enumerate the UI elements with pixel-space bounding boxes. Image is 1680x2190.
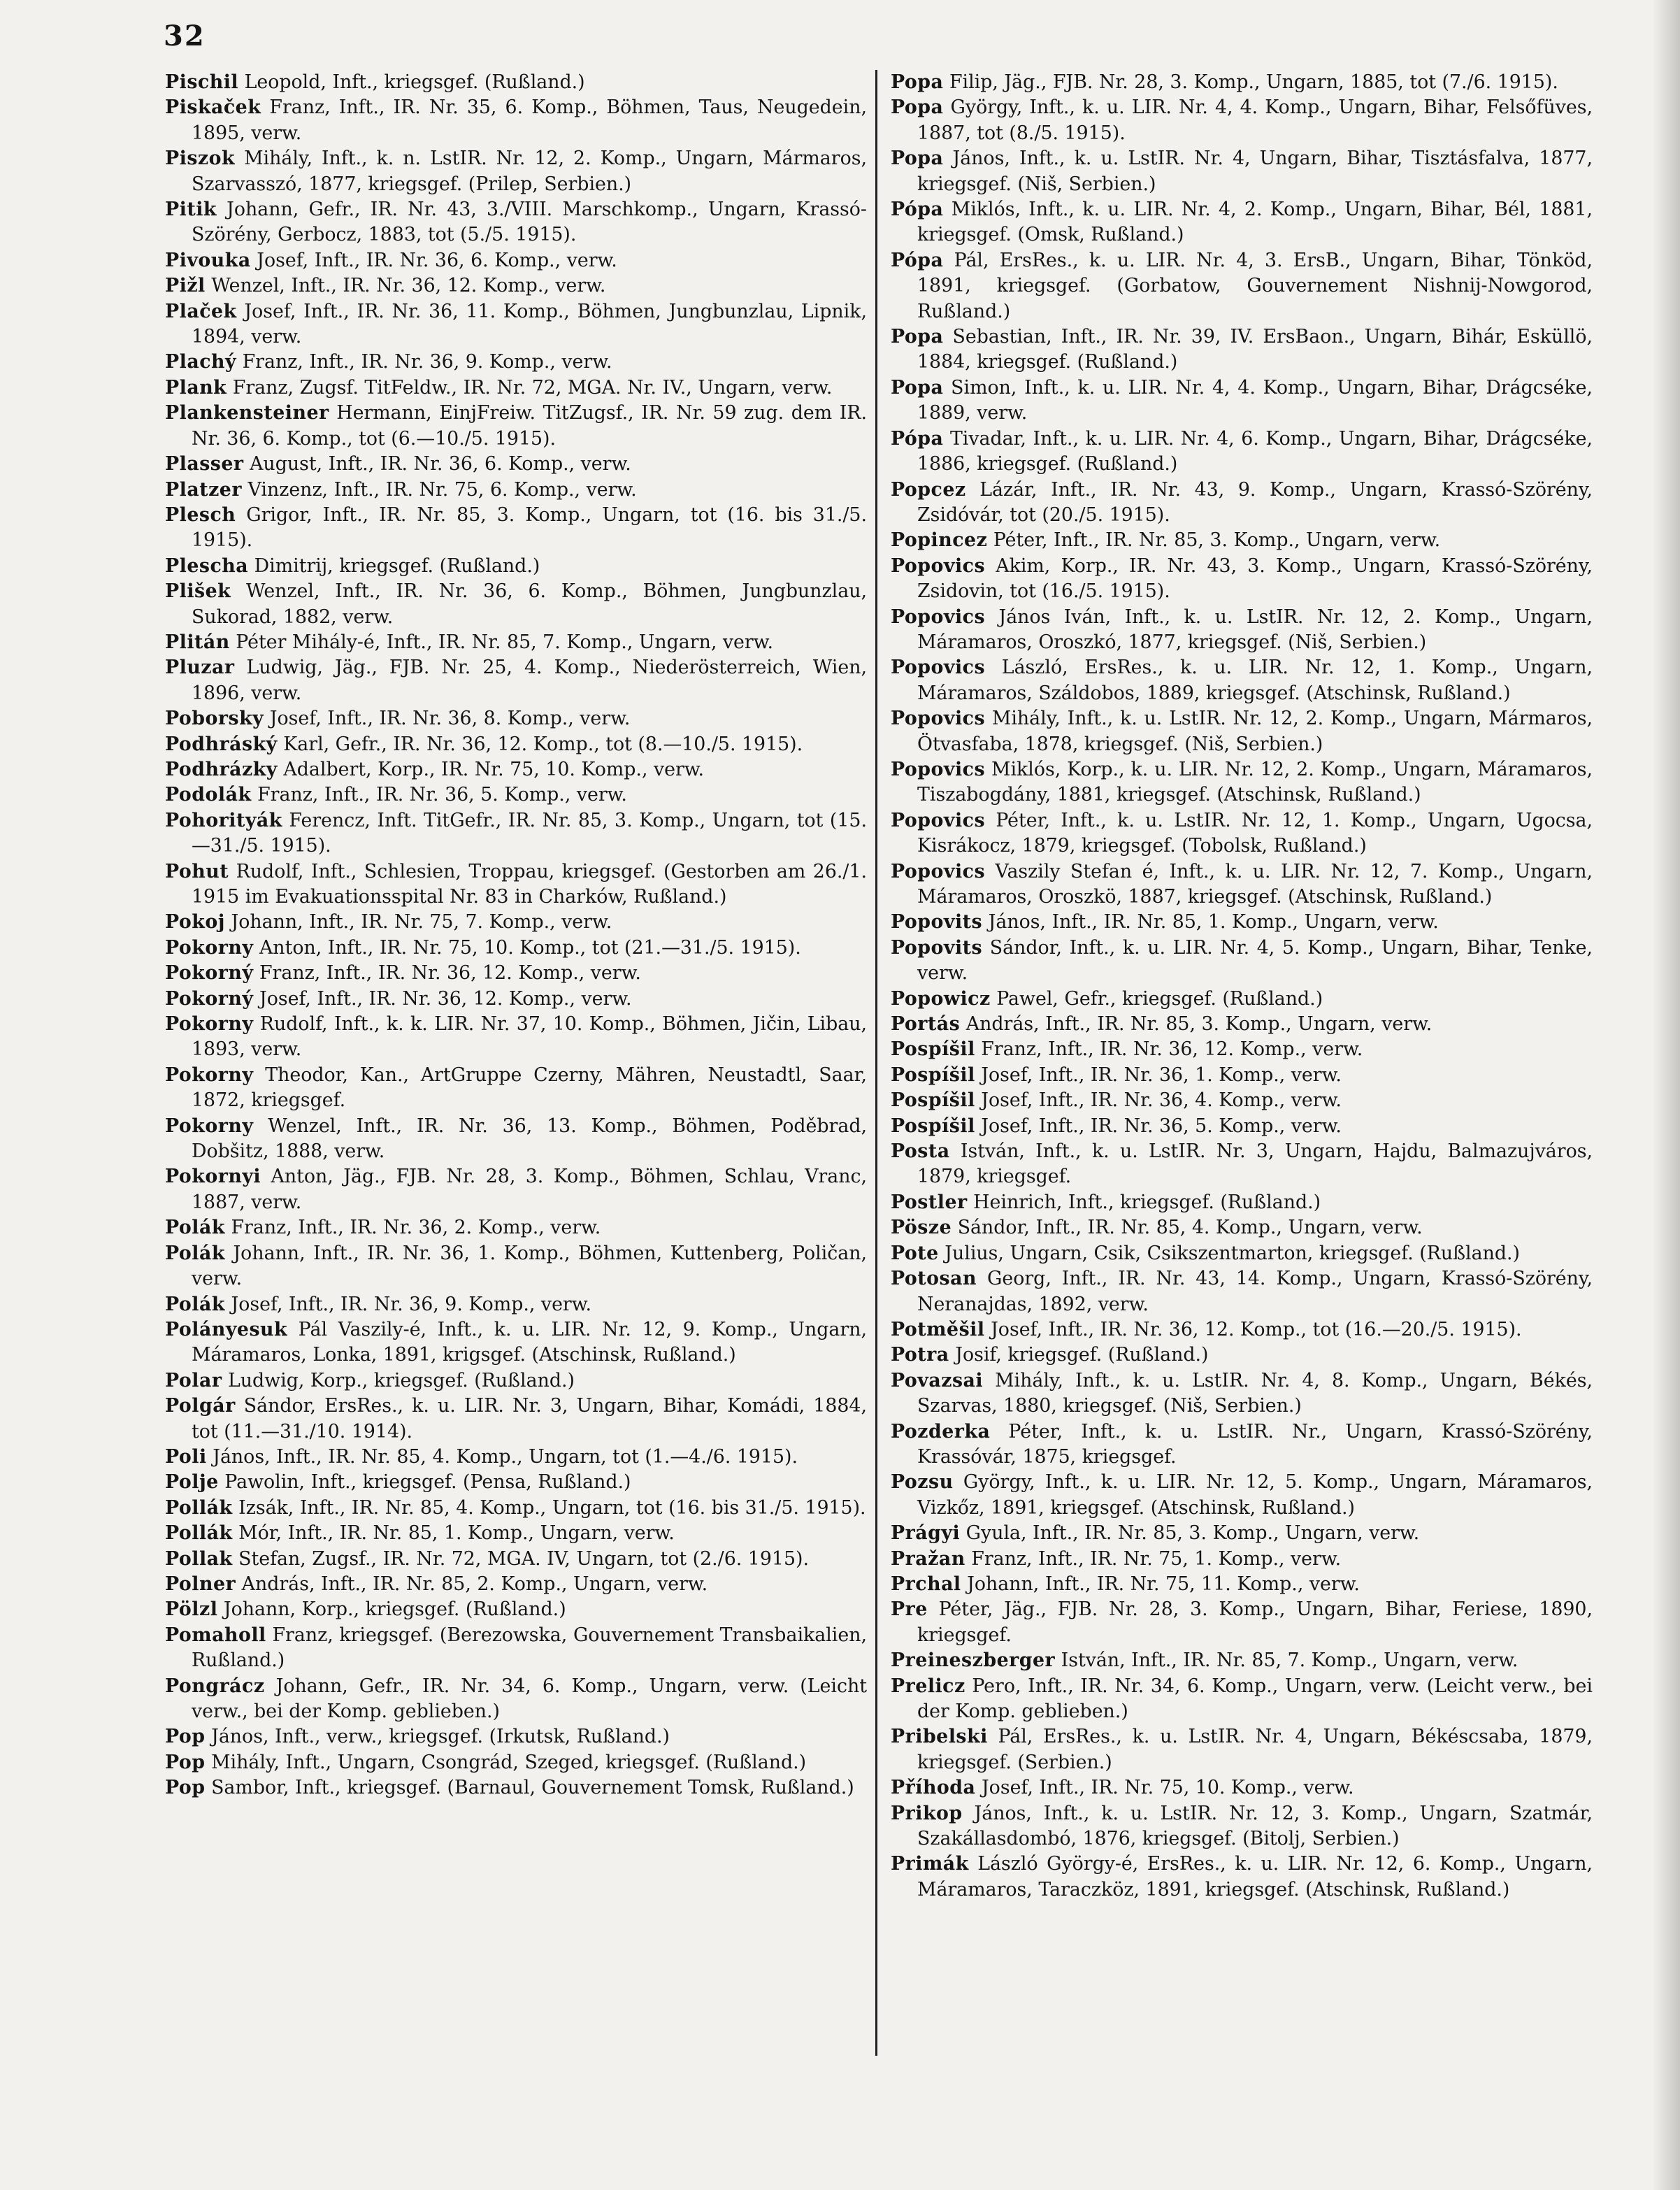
entry-surname: Preineszberger — [891, 1649, 1056, 1672]
register-entry — [891, 324, 1593, 375]
register-entry — [891, 1343, 1593, 1368]
entry-surname: Polner — [165, 1573, 236, 1595]
entry-surname: Polák — [165, 1217, 225, 1239]
register-entry — [891, 1419, 1593, 1470]
entry-details: Josef, Inft., IR. Nr. 36, 9. Komp., verw. — [231, 1293, 592, 1315]
entry-surname: Podhráský — [165, 733, 278, 755]
entry-details: András, Inft., IR. Nr. 85, 2. Komp., Ungarn, verw. — [241, 1573, 708, 1595]
entry-details: Franz, Inft., IR. Nr. 36, 5. Komp., verw. — [257, 784, 627, 806]
entry-surname: Posta — [891, 1140, 950, 1163]
register-entry — [891, 427, 1593, 478]
entry-details: Julius, Ungarn, Csik, Csikszentmarton, kriegsgef. (Rußland.) — [945, 1242, 1520, 1264]
entry-details: György, Inft., k. u. LIR. Nr. 4, 4. Komp., Ungarn, Bihar, Felsőfüves, 1887, tot (8./5. 1915). — [917, 96, 1593, 144]
entry-details: Johann, Inft., IR. Nr. 75, 7. Komp., verw. — [231, 911, 612, 933]
register-entry — [891, 1139, 1593, 1190]
register-entry — [891, 1037, 1593, 1062]
entry-surname: Pokorny — [165, 1115, 254, 1137]
entry-details: Miklós, Korp., k. u. LIR. Nr. 12, 2. Komp., Ungarn, Máramaros, Tiszabogdány, 1881, kriegsgef. (Atschinsk, Rußland.) — [917, 758, 1593, 806]
entry-surname: Pop — [165, 1751, 206, 1773]
entry-surname: Plesch — [165, 503, 236, 526]
entry-surname: Pokorny — [165, 936, 254, 959]
entry-details: János, Inft., IR. Nr. 85, 4. Komp., Ungarn, tot (1.—4./6. 1915). — [213, 1445, 798, 1468]
entry-details: Adalbert, Korp., IR. Nr. 75, 10. Komp., verw. — [283, 758, 705, 780]
entry-details: Pawolin, Inft., kriegsgef. (Pensa, Rußland.) — [224, 1471, 631, 1494]
entry-details: Sebastian, Inft., IR. Nr. 39, IV. ErsBaon., Ungarn, Bihár, Esküllö, 1884, kriegsgef. (Rußland.) — [917, 326, 1593, 373]
register-entry — [891, 655, 1593, 706]
register-entry — [165, 70, 867, 95]
entry-surname: Primák — [891, 1853, 969, 1875]
register-entry — [165, 248, 867, 273]
register-entry — [891, 1215, 1593, 1240]
register-entry — [891, 1266, 1593, 1317]
entry-surname: Popovics — [891, 708, 986, 730]
entry-details: Ludwig, Jäg., FJB. Nr. 25, 4. Komp., Niederösterreich, Wien, 1896, verw. — [192, 657, 867, 704]
entry-details: Franz, Inft., IR. Nr. 75, 1. Komp., verw. — [971, 1547, 1342, 1570]
register-entry — [891, 70, 1593, 95]
entry-details: Josif, kriegsgef. (Rußland.) — [955, 1344, 1209, 1366]
entry-details: Mihály, Inft., Ungarn, Csongrád, Szeged, kriegsgef. (Rußland.) — [211, 1751, 807, 1773]
entry-details: Johann, Inft., IR. Nr. 36, 1. Komp., Böhmen, Kuttenberg, Poličan, verw. — [192, 1242, 867, 1290]
entry-details: Akim, Korp., IR. Nr. 43, 3. Komp., Ungarn, Krassó-Szörény, Zsidovin, tot (16./5. 1915). — [917, 554, 1593, 603]
register-entry — [165, 95, 867, 146]
entry-details: Johann, Gefr., IR. Nr. 34, 6. Komp., Ungarn, verw. (Leicht verw., bei der Komp. geblieben.) — [192, 1675, 867, 1722]
entry-surname: Plišek — [165, 580, 231, 603]
entry-surname: Platzer — [165, 478, 242, 501]
entry-details: György, Inft., k. u. LIR. Nr. 12, 5. Komp., Ungarn, Máramaros, Vizkőz, 1891, kriegsgef. (Atschinsk, Rußland.) — [917, 1471, 1593, 1519]
entry-details: András, Inft., IR. Nr. 85, 3. Komp., Ungarn, verw. — [965, 1013, 1433, 1036]
entry-surname: Polák — [165, 1293, 225, 1315]
register-entry — [165, 1164, 867, 1215]
entry-details: Stefan, Zugsf., IR. Nr. 72, MGA. IV, Ungarn, tot (2./6. 1915). — [238, 1547, 809, 1570]
right-column — [891, 70, 1593, 1903]
register-entry — [165, 1241, 867, 1292]
entry-surname: Pospíšil — [891, 1038, 975, 1061]
register-entry — [891, 248, 1593, 324]
entry-surname: Popa — [891, 96, 944, 119]
entry-details: Pero, Inft., IR. Nr. 34, 6. Komp., Ungarn, verw. (Leicht verw., bei der Komp. geblieben.) — [917, 1675, 1593, 1722]
entry-surname: Pospíšil — [891, 1064, 975, 1086]
entry-details: Josef, Inft., IR. Nr. 36, 5. Komp., verw. — [981, 1115, 1342, 1137]
entry-surname: Pokornyi — [165, 1166, 261, 1188]
register-entry — [165, 1470, 867, 1495]
entry-surname: Popa — [891, 148, 944, 170]
register-entry — [165, 732, 867, 757]
entry-surname: Pozsu — [891, 1471, 954, 1494]
entry-surname: Pokorný — [165, 962, 254, 985]
entry-surname: Podolák — [165, 784, 252, 806]
entry-details: László György-é, ErsRes., k. u. LIR. Nr. 12, 6. Komp., Ungarn, Máramaros, Taraczköz, 1891, kriegsgef. (Atschinsk, Rußland.) — [917, 1853, 1593, 1901]
page-number: 32 — [164, 20, 206, 52]
register-entry — [891, 1775, 1593, 1801]
entry-surname: Pluzar — [165, 657, 235, 679]
entry-surname: Pópa — [891, 249, 944, 271]
entry-details: Josef, Inft., IR. Nr. 36, 8. Komp., verw. — [269, 708, 631, 730]
register-entry — [891, 197, 1593, 248]
page-edge-shadow — [1652, 0, 1680, 2190]
register-entry — [891, 987, 1593, 1012]
entry-surname: Polgár — [165, 1395, 236, 1417]
entry-details: Josef, Inft., IR. Nr. 36, 11. Komp., Böhmen, Jungbunzlau, Lipnik, 1894, verw. — [192, 300, 867, 348]
entry-surname: Popovits — [891, 936, 983, 959]
entry-surname: Pokoj — [165, 911, 225, 933]
register-entry — [891, 1470, 1593, 1521]
register-entry — [165, 579, 867, 630]
entry-details: János, Inft., k. u. LstIR. Nr. 4, Ungarn, Bihar, Tisztásfalva, 1877, kriegsgef. (Niš, Serbien.) — [917, 148, 1593, 195]
register-entry — [165, 1114, 867, 1165]
register-entry — [891, 1368, 1593, 1419]
register-entry — [891, 1572, 1593, 1597]
entry-details: Pawel, Gefr., kriegsgef. (Rußland.) — [996, 987, 1323, 1010]
register-entry — [165, 655, 867, 706]
register-entry — [891, 1724, 1593, 1775]
register-entry — [891, 528, 1593, 553]
register-entry — [891, 1597, 1593, 1648]
entry-details: Josef, Inft., IR. Nr. 36, 1. Komp., verw. — [981, 1064, 1342, 1086]
register-entry — [165, 1572, 867, 1597]
entry-surname: Pomaholl — [165, 1624, 266, 1646]
column-divider — [875, 70, 877, 2056]
entry-details: István, Inft., IR. Nr. 85, 7. Komp., Ungarn, verw. — [1061, 1649, 1519, 1672]
entry-surname: Pote — [891, 1242, 939, 1264]
register-entry — [165, 1547, 867, 1572]
register-entry — [891, 146, 1593, 197]
entry-details: Franz, Zugsf. TitFeldw., IR. Nr. 72, MGA. Nr. IV., Ungarn, verw. — [232, 376, 833, 399]
entry-details: Sándor, Inft., IR. Nr. 85, 4. Komp., Ungarn, verw. — [957, 1217, 1423, 1239]
entry-surname: Pölzl — [165, 1598, 218, 1621]
register-entry — [165, 1674, 867, 1725]
register-entry — [891, 1801, 1593, 1852]
register-entry — [165, 452, 867, 477]
register-entry — [165, 630, 867, 655]
register-entry — [891, 910, 1593, 935]
register-entry — [165, 1063, 867, 1114]
entry-details: Lázár, Inft., IR. Nr. 43, 9. Komp., Ungarn, Krassó-Szörény, Zsidóvár, tot (20./5. 1915). — [917, 478, 1593, 526]
entry-details: László, ErsRes., k. u. LIR. Nr. 12, 1. Komp., Ungarn, Máramaros, Száldobos, 1889, kriegsgef. (Atschinsk, Rußland.) — [917, 657, 1593, 704]
register-entry — [165, 197, 867, 248]
entry-surname: Pivouka — [165, 249, 251, 271]
entry-details: Anton, Inft., IR. Nr. 75, 10. Komp., tot (21.—31./5. 1915). — [259, 936, 801, 959]
entry-surname: Pischil — [165, 71, 239, 93]
entry-details: Vinzenz, Inft., IR. Nr. 75, 6. Komp., verw. — [247, 478, 637, 501]
register-entry — [165, 1215, 867, 1240]
register-entry — [891, 95, 1593, 146]
entry-details: Georg, Inft., IR. Nr. 43, 14. Komp., Ungarn, Krassó-Szörény, Neranajdas, 1892, verw. — [917, 1268, 1593, 1315]
entry-details: Péter, Inft., k. u. LstIR. Nr., Ungarn, Krassó-Szörény, Krassóvár, 1875, kriegsgef. — [917, 1420, 1593, 1468]
entry-surname: Potosan — [891, 1268, 977, 1290]
register-entry — [165, 1750, 867, 1775]
entry-surname: Pópa — [891, 199, 944, 221]
register-entry — [165, 1496, 867, 1521]
entry-surname: Pollak — [165, 1547, 233, 1570]
register-entry — [165, 1368, 867, 1394]
entry-details: Rudolf, Inft., k. k. LIR. Nr. 37, 10. Komp., Böhmen, Jičin, Libau, 1893, verw. — [192, 1013, 867, 1061]
entry-details: Péter Mihály-é, Inft., IR. Nr. 85, 7. Komp., Ungarn, verw. — [236, 631, 773, 653]
entry-surname: Pokorný — [165, 987, 254, 1010]
register-entry — [165, 478, 867, 503]
register-entry — [165, 1623, 867, 1674]
register-entry — [891, 1521, 1593, 1546]
entry-surname: Pozderka — [891, 1420, 991, 1443]
entry-details: Wenzel, Inft., IR. Nr. 36, 6. Komp., Böhmen, Jungbunzlau, Sukorad, 1882, verw. — [192, 580, 867, 628]
register-entry — [891, 554, 1593, 605]
entry-details: Johann, Inft., IR. Nr. 75, 11. Komp., verw. — [967, 1573, 1360, 1595]
entry-details: Tivadar, Inft., k. u. LIR. Nr. 4, 6. Komp., Ungarn, Bihar, Drágcséke, 1886, kriegsgef. (Rußland.) — [917, 427, 1593, 475]
register-entry — [165, 401, 867, 452]
entry-surname: Plasser — [165, 453, 244, 475]
register-entry — [165, 910, 867, 935]
entry-surname: Popa — [891, 376, 944, 399]
register-entry — [891, 706, 1593, 757]
entry-details: Péter, Inft., IR. Nr. 85, 3. Komp., Ungarn, verw. — [993, 529, 1441, 552]
entry-surname: Pop — [165, 1726, 206, 1748]
entry-details: János Iván, Inft., k. u. LstIR. Nr. 12, 2. Komp., Ungarn, Máramaros, Oroszkó, 1877, kriegsgef. (Niš, Serbien.) — [917, 606, 1593, 653]
entry-details: Sándor, Inft., k. u. LIR. Nr. 4, 5. Komp., Ungarn, Bihar, Tenke, verw. — [917, 936, 1593, 985]
register-entry — [165, 1317, 867, 1368]
entry-details: Sándor, ErsRes., k. u. LIR. Nr. 3, Ungarn, Bihar, Komádi, 1884, tot (11.—31./10. 1914). — [192, 1395, 867, 1443]
entry-surname: Plescha — [165, 554, 249, 577]
entry-details: Mihály, Inft., k. u. LstIR. Nr. 4, 8. Komp., Ungarn, Békés, Szarvas, 1880, kriegsgef. (Niš, Serbien.) — [917, 1369, 1593, 1417]
register-entry — [165, 1292, 867, 1317]
entry-details: Péter, Jäg., FJB. Nr. 28, 3. Komp., Ungarn, Bihar, Feriese, 1890, kriegsgef. — [917, 1598, 1593, 1646]
entry-surname: Popa — [891, 71, 944, 93]
entry-surname: Popovics — [891, 809, 986, 831]
register-entry — [165, 1521, 867, 1546]
register-entry — [891, 1012, 1593, 1037]
entry-details: Ferencz, Inft. TitGefr., IR. Nr. 85, 3. Komp., Ungarn, tot (15.—31./5. 1915). — [192, 809, 867, 857]
register-entry — [165, 961, 867, 986]
entry-details: Wenzel, Inft., IR. Nr. 36, 12. Komp., verw. — [211, 275, 606, 297]
entry-details: Pál, ErsRes., k. u. LIR. Nr. 4, 3. ErsB., Ungarn, Bihar, Tönköd, 1891, kriegsgef. (Gorbatow, Gouvernement Nishnij-Nowgorod, Rußland.) — [917, 249, 1593, 322]
entry-details: Izsák, Inft., IR. Nr. 85, 4. Komp., Ungarn, tot (16. bis 31./5. 1915). — [238, 1496, 866, 1519]
register-entry — [891, 1547, 1593, 1572]
entry-details: Rudolf, Inft., Schlesien, Troppau, kriegsgef. (Gestorben am 26./1. 1915 im Evakuationsspital Nr. 83 in Charków, Rußland.) — [192, 860, 867, 908]
register-entry — [891, 1674, 1593, 1725]
entry-surname: Poli — [165, 1445, 207, 1468]
register-entry — [891, 1648, 1593, 1673]
entry-surname: Prelicz — [891, 1675, 965, 1697]
register-entry — [165, 1012, 867, 1063]
entry-surname: Prikop — [891, 1802, 963, 1824]
entry-surname: Pohorityák — [165, 809, 282, 831]
register-entry — [891, 936, 1593, 987]
entry-surname: Povazsai — [891, 1369, 984, 1391]
register-entry — [165, 808, 867, 859]
entry-details: Heinrich, Inft., kriegsgef. (Rußland.) — [973, 1191, 1321, 1213]
entry-surname: Piszok — [165, 148, 236, 170]
register-entry — [891, 1241, 1593, 1266]
register-entry — [165, 1775, 867, 1801]
entry-surname: Pokorny — [165, 1064, 254, 1086]
entry-details: Leopold, Inft., kriegsgef. (Rußland.) — [244, 71, 585, 93]
entry-details: János, Inft., IR. Nr. 85, 1. Komp., Ungarn, verw. — [988, 911, 1439, 933]
register-entry — [165, 299, 867, 350]
entry-surname: Pražan — [891, 1547, 965, 1570]
entry-details: Mihály, Inft., k. u. LstIR. Nr. 12, 2. Komp., Ungarn, Mármaros, Ötvasfaba, 1878, kriegsgef. (Niš, Serbien.) — [917, 708, 1593, 755]
entry-surname: Plachý — [165, 351, 237, 373]
register-entry — [165, 936, 867, 961]
entry-details: Simon, Inft., k. u. LIR. Nr. 4, 4. Komp., Ungarn, Bihar, Drágcséke, 1889, verw. — [917, 376, 1593, 424]
entry-surname: Pop — [165, 1777, 206, 1799]
entry-surname: Pollák — [165, 1522, 233, 1545]
entry-details: János, Inft., k. u. LstIR. Nr. 12, 3. Komp., Ungarn, Szatmár, Szakállasdombó, 1876, kriegsgef. (Bitolj, Serbien.) — [917, 1802, 1593, 1850]
entry-surname: Pópa — [891, 427, 944, 450]
entry-surname: Pribelski — [891, 1726, 988, 1748]
entry-surname: Pospíšil — [891, 1089, 975, 1112]
register-entry — [891, 375, 1593, 427]
entry-surname: Postler — [891, 1191, 968, 1213]
entry-surname: Polje — [165, 1471, 219, 1494]
register-entry — [165, 503, 867, 554]
register-entry — [891, 757, 1593, 808]
entry-surname: Pongrácz — [165, 1675, 265, 1697]
entry-surname: Polar — [165, 1369, 222, 1391]
register-entry — [891, 808, 1593, 859]
entry-surname: Pospíšil — [891, 1115, 975, 1137]
entry-details: János, Inft., verw., kriegsgef. (Irkutsk, Rußland.) — [211, 1726, 670, 1748]
entry-details: Mihály, Inft., k. n. LstIR. Nr. 12, 2. Komp., Ungarn, Mármaros, Szarvasszó, 1877, kriegsgef. (Prilep, Serbien.) — [192, 148, 867, 195]
entry-details: Pál, ErsRes., k. u. LstIR. Nr. 4, Ungarn, Békéscsaba, 1879, kriegsgef. (Serbien.) — [917, 1726, 1593, 1773]
entry-details: Ludwig, Korp., kriegsgef. (Rußland.) — [228, 1369, 575, 1391]
entry-details: Josef, Inft., IR. Nr. 36, 4. Komp., verw. — [981, 1089, 1342, 1112]
entry-details: Franz, Inft., IR. Nr. 36, 12. Komp., verw. — [981, 1038, 1363, 1061]
entry-surname: Pitik — [165, 199, 217, 221]
register-entry — [165, 757, 867, 782]
entry-surname: Potra — [891, 1344, 949, 1366]
entry-surname: Plaček — [165, 300, 237, 322]
register-entry — [165, 146, 867, 197]
entry-surname: Příhoda — [891, 1777, 976, 1799]
entry-surname: Polák — [165, 1242, 225, 1264]
entry-surname: Portás — [891, 1013, 961, 1036]
entry-details: Josef, Inft., IR. Nr. 36, 12. Komp., verw. — [259, 987, 632, 1010]
entry-details: Franz, Inft., IR. Nr. 35, 6. Komp., Böhmen, Taus, Neugedein, 1895, verw. — [192, 96, 867, 144]
entry-details: Franz, Inft., IR. Nr. 36, 9. Komp., verw. — [242, 351, 612, 373]
entry-details: Franz, Inft., IR. Nr. 36, 12. Komp., verw. — [259, 962, 641, 985]
register-entry — [891, 478, 1593, 529]
entry-details: Josef, Inft., IR. Nr. 75, 10. Komp., verw. — [981, 1777, 1354, 1799]
entry-details: Johann, Gefr., IR. Nr. 43, 3./VIII. Marschkomp., Ungarn, Krassó-Szörény, Gerbocz, 1883, tot (5./5. 1915). — [192, 199, 867, 246]
left-column — [165, 70, 867, 1801]
register-entry — [165, 782, 867, 808]
entry-details: Dimitrij, kriegsgef. (Rußland.) — [254, 554, 540, 577]
register-entry — [891, 605, 1593, 656]
register-entry — [891, 859, 1593, 910]
entry-details: Miklós, Inft., k. u. LIR. Nr. 4, 2. Komp., Ungarn, Bihar, Bél, 1881, kriegsgef. (Omsk, Rußland.) — [917, 199, 1593, 246]
entry-surname: Pokorny — [165, 1013, 254, 1036]
entry-details: Sambor, Inft., kriegsgef. (Barnaul, Gouvernement Tomsk, Rußland.) — [211, 1777, 854, 1799]
entry-details: Franz, kriegsgef. (Berezowska, Gouvernement Transbaikalien, Rußland.) — [192, 1624, 867, 1672]
register-entry — [165, 1597, 867, 1622]
entry-surname: Popovics — [891, 657, 986, 679]
entry-surname: Popovits — [891, 911, 983, 933]
entry-surname: Popowicz — [891, 987, 991, 1010]
entry-surname: Plitán — [165, 631, 230, 653]
entry-details: Karl, Gefr., IR. Nr. 36, 12. Komp., tot (8.—10./5. 1915). — [283, 733, 803, 755]
entry-surname: Popcez — [891, 478, 966, 501]
entry-details: Hermann, EinjFreiw. TitZugsf., IR. Nr. 59 zug. dem IR. Nr. 36, 6. Komp., tot (6.—10./5. 1915). — [192, 402, 867, 450]
entry-details: Vaszily Stefan é, Inft., k. u. LIR. Nr. 12, 7. Komp., Ungarn, Máramaros, Oroszkö, 1887, kriegsgef. (Atschinsk, Rußland.) — [917, 860, 1593, 908]
entry-surname: Popovics — [891, 554, 986, 577]
entry-surname: Popa — [891, 326, 944, 348]
entry-surname: Pohut — [165, 860, 229, 882]
entry-details: Theodor, Kan., ArtGruppe Czerny, Mähren, Neustadtl, Saar, 1872, kriegsgef. — [192, 1064, 867, 1112]
register-entry — [891, 1852, 1593, 1903]
entry-details: Johann, Korp., kriegsgef. (Rußland.) — [223, 1598, 566, 1621]
entry-surname: Prchal — [891, 1573, 961, 1595]
register-entry — [165, 1724, 867, 1749]
register-entry — [891, 1317, 1593, 1343]
entry-details: Wenzel, Inft., IR. Nr. 36, 13. Komp., Böhmen, Poděbrad, Dobšitz, 1888, verw. — [192, 1115, 867, 1163]
entry-surname: Popincez — [891, 529, 988, 552]
register-entry — [165, 859, 867, 910]
entry-surname: Pollák — [165, 1496, 233, 1519]
entry-surname: Plankensteiner — [165, 402, 329, 424]
entry-surname: Popovics — [891, 606, 986, 628]
register-entry — [165, 1445, 867, 1470]
entry-surname: Potměšil — [891, 1318, 985, 1340]
entry-surname: Piskaček — [165, 96, 261, 119]
entry-surname: Podhrázky — [165, 758, 278, 780]
entry-surname: Popovics — [891, 860, 986, 882]
register-entry — [165, 554, 867, 579]
entry-details: Péter, Inft., k. u. LstIR. Nr. 12, 1. Komp., Ungarn, Ugocsa, Kisrákocz, 1879, kriegsgef. (Tobolsk, Rußland.) — [917, 809, 1593, 857]
entry-details: Gyula, Inft., IR. Nr. 85, 3. Komp., Ungarn, verw. — [965, 1522, 1420, 1545]
entry-surname: Prágyi — [891, 1522, 961, 1545]
register-entry — [165, 1394, 867, 1445]
register-entry — [891, 1063, 1593, 1088]
entry-surname: Plank — [165, 376, 227, 399]
entry-details: Grigor, Inft., IR. Nr. 85, 3. Komp., Ungarn, tot (16. bis 31./5. 1915). — [192, 503, 867, 552]
entry-surname: Popovics — [891, 758, 986, 780]
register-entry — [165, 350, 867, 375]
entry-surname: Pre — [891, 1598, 928, 1621]
entry-details: Pál Vaszily-é, Inft., k. u. LIR. Nr. 12, 9. Komp., Ungarn, Máramaros, Lonka, 1891, krigsgef. (Atschinsk, Rußland.) — [192, 1318, 867, 1366]
register-entry — [165, 987, 867, 1012]
register-entry — [891, 1114, 1593, 1139]
register-entry — [165, 273, 867, 299]
entry-surname: Poborsky — [165, 708, 264, 730]
entry-details: István, Inft., k. u. LstIR. Nr. 3, Ungarn, Hajdu, Balmazujváros, 1879, kriegsgef. — [917, 1140, 1593, 1188]
entry-surname: Polányesuk — [165, 1318, 288, 1340]
entry-details: Josef, Inft., IR. Nr. 36, 12. Komp., tot (16.—20./5. 1915). — [991, 1318, 1522, 1340]
register-entry — [165, 375, 867, 401]
entry-details: Josef, Inft., IR. Nr. 36, 6. Komp., verw. — [257, 249, 617, 271]
entry-details: Franz, Inft., IR. Nr. 36, 2. Komp., verw. — [231, 1217, 601, 1239]
entry-details: Anton, Jäg., FJB. Nr. 28, 3. Komp., Böhmen, Schlau, Vranc, 1887, verw. — [192, 1166, 867, 1213]
entry-surname: Pižl — [165, 275, 206, 297]
entry-surname: Pösze — [891, 1217, 952, 1239]
entry-details: Filip, Jäg., FJB. Nr. 28, 3. Komp., Ungarn, 1885, tot (7./6. 1915). — [949, 71, 1558, 93]
entry-details: August, Inft., IR. Nr. 36, 6. Komp., verw. — [250, 453, 631, 475]
register-entry — [891, 1190, 1593, 1215]
entry-details: Mór, Inft., IR. Nr. 85, 1. Komp., Ungarn, verw. — [238, 1522, 675, 1545]
register-entry — [891, 1088, 1593, 1113]
register-entry — [165, 706, 867, 731]
